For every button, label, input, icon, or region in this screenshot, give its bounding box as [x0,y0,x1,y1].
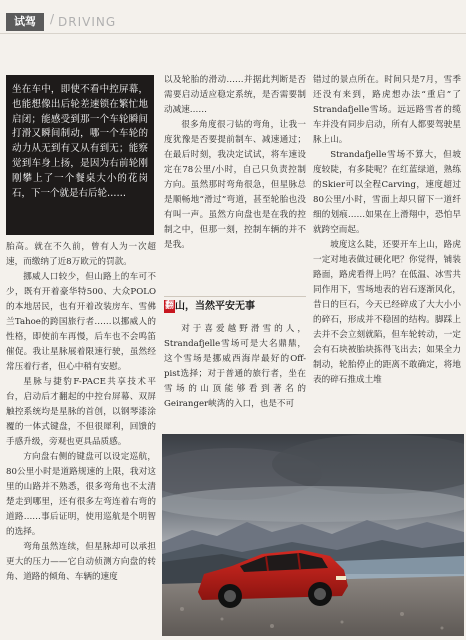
page-header [0,0,466,34]
paragraph: 错过的景点所在。时间只是7月，雪季还没有来到，路虎想办法“重启”了Strandafjelle雪场。远远路雪者的缆车并没有同步启动，所有人都要驾驶星脉上山。 [313,75,461,145]
paragraph: 以及轮胎的滑动……并据此判断是否需要启动适应稳定系统，是否需要制动减速…… [164,75,306,115]
paragraph: 胎高。就在不久前，曾有人为一次超速，而缴纳了近8万欧元的罚款。 [6,242,156,267]
article-column-2 [164,73,306,253]
pull-quote: 坐在车中，即使不看中控屏幕，也能想像出后轮差速锁在繁忙地启闭；能感受到那一个车轮瞬间打滑又瞬间制动，哪一个车轮的动力从无到有又从有到无；能察觉到车身上扬，是因为右前轮刚刚攀上了一个餐桌大小的花岗石，下一个就是右后轮…… [6,75,154,235]
article-photo [162,434,464,636]
paragraph: Strandafjelle雪场不算大，但坡度较陡，有多陡呢？在红蓝绿道，熟练的Skier可以全程Carving，速度超过80公里/小时，雪面上却只留下一道纤细的划痕……如果在上滑翔中，恐怕早就跨空而起。 [313,150,461,235]
paragraph: 坡度这么陡，还要开车上山，路虎一定对地表做过硬化吧？你觉得，铺装路面，路虎看得上吗？在低温、冰雪共同作用下，雪场地表的岩石逐渐风化，昔日的巨石，今天已经碎成了大大小小的碎石，形成并不稳固的结构。脚踩上去并不会立刻就陷，但车轮转动，一定会有石块被胎块拣得飞出去；如果全力制动，轮胎停止的距离不敢确定，将地表的碎石推成土堆 [313,240,461,385]
red-suv-mountain-photo [162,434,464,636]
article-column-2-lower [164,322,306,432]
subheading-text: 山，当然平安无事 [175,301,255,312]
subheading [164,300,255,314]
paragraph: 对于喜爱越野滑雪的人，Strandafjelle雪场可是大名鼎鼎，这个雪场是挪威西海岸最好的Off-pist选择；对于普通的旅行者，坐在雪场的山顶能够看到著名的Geiranger峡湾的入口，也是不可 [164,324,306,409]
header-rule [0,33,466,34]
section-subtitle: DRIVING [58,15,117,29]
paragraph: 挪威人口较少，但山路上的车可不少，既有开着豪华特500、大众POLO的本地居民，也有开着改装房车、雪佛兰Tahoe的跨国旅行者……以挪威人的性格，即使前车再慢，后车也不会鸣笛催促。我让星脉展着限速行驶，虽然经常压着行者，但心中稍有安慰。 [6,272,156,372]
paragraph: 星脉与捷豹F-PACE共享技术平台，启动后才翻起的中控台屏幕、双屏触控系统均是星脉的首创，以钢琴漆涂覆的一体式键盘，不但很犀利，回馈的手感升级，旁观也更具品质感。 [6,377,156,447]
article-column-1 [6,240,156,636]
section-divider [164,296,306,297]
paragraph: 方向盘右侧的键盘可以设定巡航，80公里小时是道路规速的上限，我对这里的山路并不熟悉，很多弯角也不太清楚走到哪里，还有很多左弯连着右弯的道路……事后证明，使用巡航是个明智的选择。 [6,452,156,537]
section-tag: 试驾 [6,13,44,31]
paragraph: 很多角度很刁钻的弯角，让我一度犹豫是否要提前制车、减速通过；在最后时刻，我决定试试，将车速设定在78公里/小时，自己只负责控制方向。虽然那时弯角很急，但星脉总是顺畅地“滑过”弯道，甚至轮胎也没有叫一声。虽然方向盘也是在我的控制之中，但那一刻，控制车辆的并不是我。 [164,120,306,250]
paragraph: 弯角虽然连续，但星脉却可以承担更大的压力——它自动侦测方向盘的转角、道路的倾角、车辆的速度 [6,542,156,582]
subheading-mark: 翻 [164,301,174,311]
header-separator: / [50,12,55,26]
article-column-3 [313,73,461,433]
